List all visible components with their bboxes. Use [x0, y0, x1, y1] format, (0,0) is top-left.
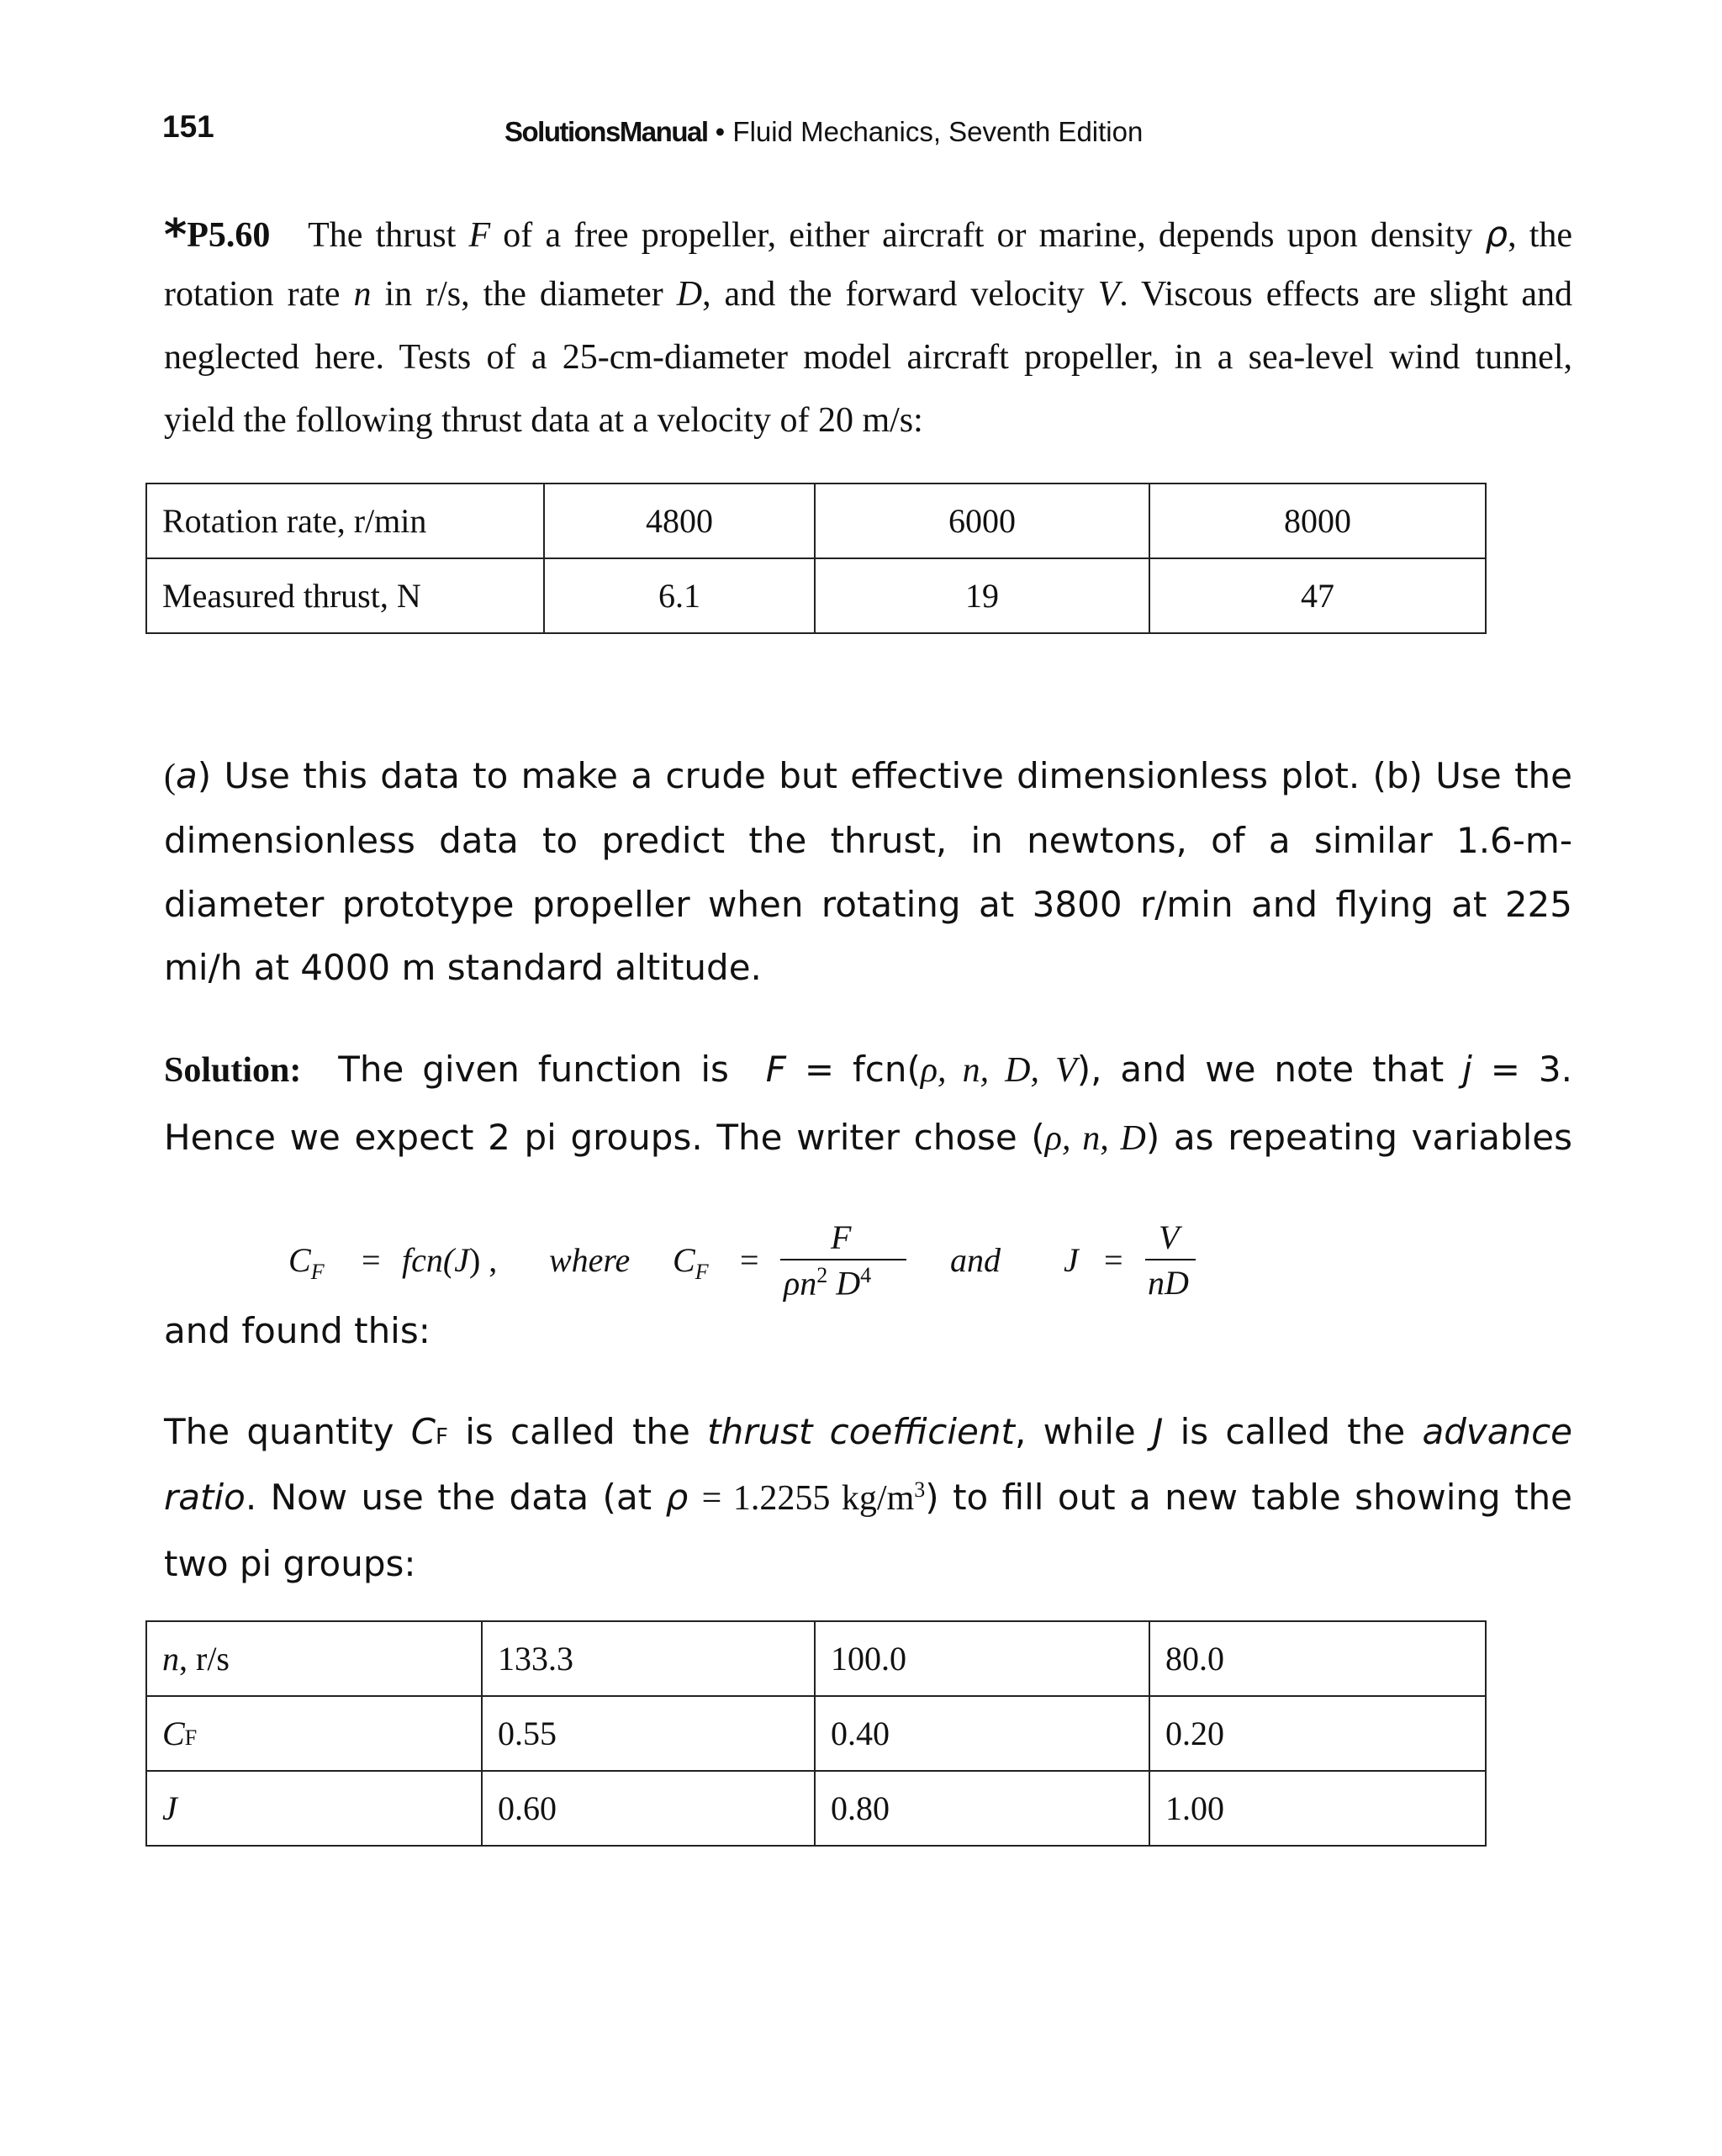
table-cell: 80.0 [1149, 1621, 1486, 1696]
var-F: F [468, 216, 491, 255]
equals: = [804, 1049, 835, 1090]
row-label: Measured thrust, N [146, 558, 544, 633]
eq-equals: = [362, 1241, 381, 1279]
table-cell: 8000 [1149, 484, 1486, 558]
solution-text: ), and we note that [1076, 1049, 1445, 1090]
cf-symbol: C [288, 1241, 311, 1279]
eq-equals: = [740, 1241, 759, 1279]
paren: ( [164, 758, 176, 796]
repeating-vars: ρ, n, D [1044, 1119, 1146, 1158]
problem-text: The thrust [308, 216, 457, 255]
eq-fcn [402, 1240, 497, 1280]
explanation-text: is called the [465, 1411, 690, 1452]
solution-text: Hence we expect 2 pi groups. The writer chose ( [164, 1117, 1045, 1158]
solution-text: The given function is [338, 1049, 729, 1090]
exp-2: 2 [816, 1263, 828, 1287]
question-line-2: dimensionless data to predict the thrust, in newtons, of a similar 1.6-m- [164, 820, 1572, 861]
problem-number: P5.60 [187, 216, 271, 255]
explanation-text: . Now use the data (at [245, 1477, 652, 1518]
var-rho: ρ [665, 1477, 689, 1518]
pi-groups-table [145, 1620, 1487, 1847]
row-label: Rotation rate, r/min [146, 484, 544, 558]
table-cell: 1.00 [1149, 1771, 1486, 1846]
var-rho: ρ [1485, 214, 1508, 255]
fcn-text: fcn( [402, 1241, 455, 1279]
exp-3: 3 [914, 1477, 926, 1502]
table-cell: 47 [1149, 558, 1486, 633]
var-n: n [353, 275, 372, 314]
page-number: 151 [162, 109, 214, 144]
problem-text: of a free propeller, either aircraft or marine, depends upon density [503, 216, 1473, 255]
term-thrust-coefficient: thrust coefficient [707, 1411, 1015, 1452]
cf-subscript: F [184, 1725, 198, 1750]
table-cell: 100.0 [815, 1621, 1149, 1696]
var-V: V [1097, 275, 1120, 314]
var-D: D [836, 1264, 861, 1303]
table-row [146, 1771, 1486, 1846]
cf-subscript: F [310, 1260, 325, 1284]
fcn-vars: ρ, n, D, V [920, 1051, 1077, 1090]
row-label [146, 1696, 482, 1771]
problem-line-4: yield the following thrust data at a velocity of 20 m/s: [164, 401, 923, 440]
table-cell: 4800 [544, 484, 815, 558]
var-D: D [676, 275, 703, 314]
frac2-denominator: nD [1148, 1264, 1189, 1302]
problem-text: , the [1508, 216, 1573, 255]
var-n: n [162, 1640, 179, 1678]
thrust-data-table [145, 483, 1487, 634]
part-a: a [176, 755, 198, 796]
book-title: Fluid Mechanics, Seventh Edition [732, 116, 1144, 147]
problem-text: rotation rate [164, 275, 341, 314]
book-series: SolutionsManual [504, 116, 708, 147]
table-cell: 0.80 [815, 1771, 1149, 1846]
close-paren: ) , [468, 1241, 498, 1279]
explanation-text: , while [1014, 1411, 1136, 1452]
frac1-numerator: F [831, 1218, 852, 1256]
question-line-3: diameter prototype propeller when rotating at 3800 r/min and flying at 225 [164, 884, 1572, 925]
table-cell: 6.1 [544, 558, 815, 633]
exp-4: 4 [860, 1263, 872, 1287]
var-J: J [162, 1789, 177, 1827]
eq-cf2 [673, 1240, 709, 1285]
explanation-line-2 [164, 1477, 1572, 1519]
cf-symbol: C [410, 1411, 436, 1452]
question-text: ) Use this data to make a crude but effective dimensionless plot. (b) Use the [197, 755, 1572, 796]
frac2-numerator: V [1159, 1218, 1180, 1256]
eq-where: where [549, 1241, 631, 1279]
table-cell: 19 [815, 558, 1149, 633]
star-mark: * [164, 210, 188, 261]
term-advance: advance [1422, 1411, 1573, 1452]
cf-subscript: F [695, 1260, 709, 1284]
rho-n: ρn [784, 1264, 817, 1303]
solution-text: = 3. [1490, 1049, 1572, 1090]
running-header [504, 116, 1143, 148]
unit-text: , r/s [179, 1640, 230, 1678]
row-label [146, 1771, 482, 1846]
solution-label: Solution: [164, 1051, 302, 1090]
table-cell: 6000 [815, 484, 1149, 558]
var-J: J [454, 1241, 469, 1279]
frac1-denominator [784, 1263, 871, 1303]
eq-equals: = [1104, 1241, 1123, 1279]
problem-line-1 [164, 207, 1573, 261]
solution-line-1 [164, 1049, 1572, 1091]
explanation-line-1 [164, 1411, 1572, 1452]
table-cell: 0.40 [815, 1696, 1149, 1771]
eq-J: J [1064, 1241, 1079, 1279]
table-row [146, 558, 1486, 633]
problem-line-2 [164, 274, 1572, 314]
question-line-1 [164, 755, 1572, 797]
question-line-4: mi/h at 4000 m standard altitude. [164, 947, 762, 988]
table-cell: 0.20 [1149, 1696, 1486, 1771]
table-row [146, 1621, 1486, 1696]
problem-text: , and the forward velocity [702, 275, 1085, 314]
problem-line-3: neglected here. Tests of a 25-cm-diameter model aircraft propeller, in a sea-level wind tunnel, [164, 338, 1572, 377]
eq-and: and [950, 1241, 1001, 1279]
table-cell: 133.3 [482, 1621, 815, 1696]
table-cell: 0.55 [482, 1696, 815, 1771]
table-cell: 0.60 [482, 1771, 815, 1846]
var-F: F [765, 1049, 786, 1090]
table-row [146, 484, 1486, 558]
header-bullet: • [715, 116, 726, 147]
eq-cf [288, 1240, 325, 1285]
solution-line-2 [164, 1117, 1572, 1159]
explanation-text: ) to fill out a new table showing the [925, 1477, 1572, 1518]
explanation-line-3: two pi groups: [164, 1543, 416, 1584]
var-j: j [1462, 1049, 1472, 1090]
problem-text: in r/s, the diameter [384, 275, 663, 314]
fraction-bar [780, 1259, 906, 1260]
cf-symbol: C [162, 1715, 185, 1752]
fcn-text: fcn( [852, 1049, 921, 1090]
solution-text: ) as repeating variables [1145, 1117, 1572, 1158]
table-row [146, 1696, 1486, 1771]
cf-symbol: C [673, 1241, 695, 1279]
problem-text: . Viscous effects are slight and [1119, 275, 1573, 314]
term-ratio: ratio [164, 1477, 246, 1518]
explanation-text: is called the [1180, 1411, 1406, 1452]
var-J: J [1152, 1411, 1164, 1452]
cf-subscript: F [436, 1424, 448, 1450]
solution-line-3: and found this: [164, 1310, 430, 1351]
row-label [146, 1621, 482, 1696]
explanation-text: The quantity [164, 1411, 394, 1452]
fraction-bar [1145, 1259, 1196, 1260]
density-value: = 1.2255 kg/m [701, 1479, 915, 1518]
